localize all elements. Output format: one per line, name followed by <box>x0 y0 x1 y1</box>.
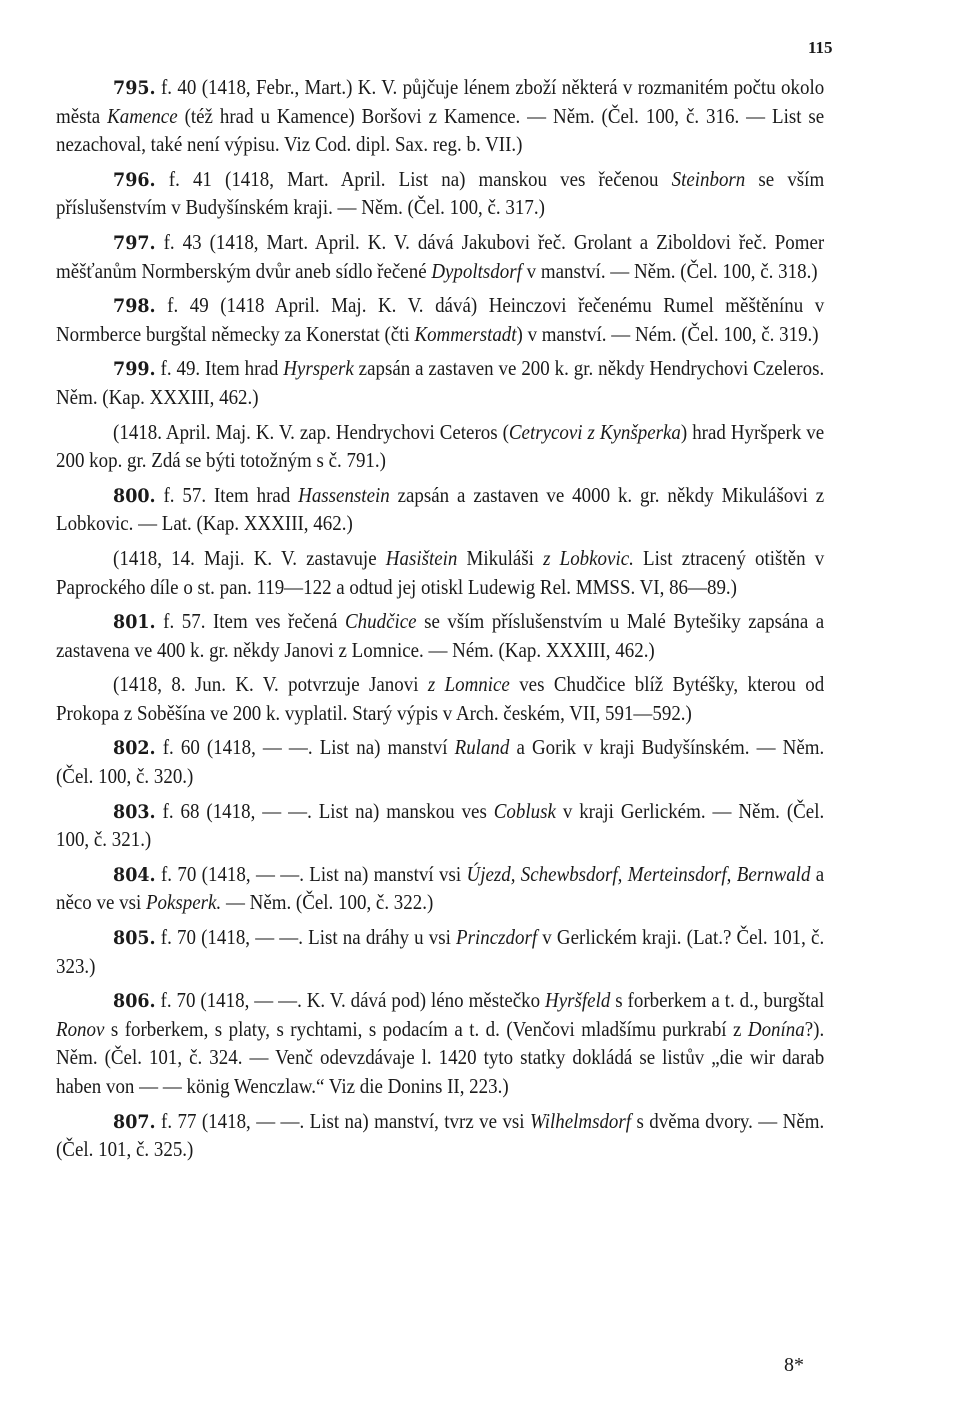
entry-800 <box>56 482 824 539</box>
entry-text: f. 68 (1418, — —. List na) manskou ves <box>155 800 494 823</box>
entry-text: a Gorik v kraji Budyšínském. — Něm. (Čel. 100, č. 320.) <box>56 737 825 789</box>
entry-text: (1418. April. Maj. K. V. zap. Hendrychovi Ceteros ( <box>113 421 509 444</box>
entry-text: f. 40 (1418, Febr., Mart.) K. V. půjčuje lénem zboží některá v rozmanitém počtu okolo města <box>56 77 825 128</box>
entry-number: 805. <box>113 927 156 950</box>
entry-number: 800. <box>113 484 156 507</box>
entry-number: 806. <box>113 990 156 1013</box>
entry-799 <box>56 355 824 412</box>
entry-text: f. 49. Item hrad <box>155 358 284 381</box>
italic-name: Ronov <box>56 1018 105 1041</box>
entry-number: 797. <box>113 231 156 254</box>
italic-name: Donína <box>747 1018 805 1041</box>
entry-804 <box>56 861 824 918</box>
italic-name: Steinborn <box>671 168 746 191</box>
entry-text: v manství. — Něm. (Čel. 100, č. 318.) <box>521 260 818 283</box>
entry-text: ?). Něm. (Čel. 101, č. 324. — Venč odevzdávaje l. 1420 tyto statky dokládá se listův „die wir darab haben von — — könig Wenczlaw.“ Viz die Donins II, 223.) <box>56 1018 825 1098</box>
entry-text: (1418, 8. Jun. K. V. potvrzuje Janovi <box>113 674 428 697</box>
entry-text: s forberkem, s platy, s rychtami, s podacím a t. d. (Venčovi mladšímu purkrabí z <box>104 1018 748 1041</box>
entry-807 <box>56 1108 824 1165</box>
entry-text: ) hrad Hyršperk ve 200 kop. gr. Zdá se býti totožným s č. 791.) <box>56 421 825 473</box>
entry-number: 807. <box>113 1110 156 1133</box>
entry-text: a něco ve vsi <box>56 863 825 915</box>
entry-text: v kraji Gerlickém. — Něm. (Čel. 100, č. 321.) <box>56 800 825 852</box>
italic-name: Hassenstein <box>298 484 390 507</box>
entry-801 <box>56 608 824 665</box>
entry-number: 796. <box>113 168 156 191</box>
italic-name: z Lomnice <box>427 674 510 697</box>
entry-text: ) v manství. — Ném. (Čel. 100, č. 319.) <box>516 323 819 346</box>
entry-text: s forberkem a t. d., burgštal <box>610 990 825 1013</box>
entry-number: 802. <box>113 737 156 760</box>
entry-text: f. 41 (1418, Mart. April. List na) manskou ves řečenou <box>155 168 672 191</box>
italic-name: Hyršfeld <box>545 990 611 1013</box>
entry-text: zapsán a zastaven ve 200 k. gr. někdy Hendrychovi Czeleros. Něm. (Kap. XXXIII, 462.) <box>56 358 825 409</box>
entry-796 <box>56 166 824 223</box>
entry-text: se vším příslušenstvím v Budyšínském kraji. — Něm. (Čel. 100, č. 317.) <box>56 168 825 220</box>
entry-text: Mikuláši <box>457 547 544 570</box>
entry-802 <box>56 734 824 791</box>
italic-name: Hasištein <box>385 547 458 570</box>
entry-number: 804. <box>113 863 156 886</box>
entry-text: f. 57. Item ves řečená <box>155 611 346 634</box>
entry-note <box>56 671 824 728</box>
entry-803 <box>56 798 824 855</box>
entry-text: f. 77 (1418, — —. List na) manství, tvrz ve vsi <box>155 1110 530 1133</box>
italic-name: Poksperk. <box>145 892 222 915</box>
entry-text: (1418, 14. Maji. K. V. zastavuje <box>113 547 386 570</box>
entry-text: f. 70 (1418, — —. List na) manství vsi <box>155 863 467 886</box>
entry-text: s dvěma dvory. — Něm. (Čel. 101, č. 325.) <box>56 1110 825 1162</box>
entry-text: f. 49 (1418 April. Maj. K. V. dává) Heinczovi řečenému Rumel měštěnínu v Normberce burgštal německy za Konerstat (čti <box>56 295 825 346</box>
entry-797 <box>56 229 824 286</box>
italic-name: Újezd, Schewbsdorf, Merteinsdorf, Bernwald <box>466 863 811 886</box>
italic-name: Princzdorf <box>456 927 538 950</box>
entry-number: 799. <box>113 358 156 381</box>
italic-name: z Lobkovic. <box>543 547 634 570</box>
italic-name: Cetrycovi z Kynšperka <box>508 421 681 444</box>
entry-text: se vším příslušenstvím u Malé Bytešiky zapsána a zastavena ve 400 k. gr. někdy Janovi z Lomnice. — Ném. (Kap. XXXIII, 462.) <box>56 611 825 662</box>
entry-text: — Něm. (Čel. 100, č. 322.) <box>221 892 434 915</box>
entry-number: 801. <box>113 611 156 634</box>
italic-name: Ruland <box>454 737 510 760</box>
entry-text: f. 43 (1418, Mart. April. K. V. dává Jakubovi řeč. Grolant a Ziboldovi řeč. Pomer měšťanům Normberským dvůr aneb sídlo řečené <box>56 231 825 283</box>
entry-806 <box>56 987 824 1101</box>
entry-text: ves Chudčice blíž Bytéšky, kterou od Prokopa z Soběšína ve 200 k. vyplatil. Starý výpis v Arch. českém, VII, 591—592.) <box>56 674 825 725</box>
italic-name: Coblusk <box>493 800 556 823</box>
italic-name: Kamence <box>107 105 178 128</box>
entry-text: f. 57. Item hrad <box>155 484 299 507</box>
entry-text: (též hrad u Kamence) Boršovi z Kamence. — Něm. (Čel. 100, č. 316. — List se nezachoval, také není výpisu. Viz Cod. dipl. Sax. reg. b. VII.) <box>56 105 825 157</box>
entry-805 <box>56 924 824 981</box>
entry-text: zapsán a zastaven ve 4000 k. gr. někdy Mikulášovi z Lobkovic. — Lat. (Kap. XXXIII, 462.) <box>56 484 825 536</box>
entry-note <box>56 419 824 476</box>
entry-number: 798. <box>113 295 156 318</box>
entry-number: 803. <box>113 800 156 823</box>
italic-name: Hyrsperk <box>283 358 354 381</box>
italic-name: Dypoltsdorf <box>431 260 522 283</box>
printer-signature: 8* <box>784 1354 804 1376</box>
document-body <box>56 74 824 1171</box>
italic-name: Kommerstadt <box>414 323 517 346</box>
entry-text: f. 70 (1418, — —. K. V. dává pod) léno městečko <box>155 990 546 1013</box>
entry-number: 795. <box>113 77 156 99</box>
italic-name: Chudčice <box>345 611 417 634</box>
page-number: 115 <box>808 38 833 57</box>
entry-note <box>56 545 824 602</box>
entry-795 <box>56 74 824 160</box>
entry-text: v Gerlickém kraji. (Lat.? Čel. 101, č. 323.) <box>56 927 825 978</box>
entry-text: List ztracený otištěn v Paprockého díle o st. pan. 119—122 a odtud jej otiskl Ludewig Rel. MMSS. VI, 86—89.) <box>56 547 825 599</box>
entry-798 <box>56 292 824 349</box>
entry-text: f. 70 (1418, — —. List na dráhy u vsi <box>155 927 457 950</box>
italic-name: Wilhelmsdorf <box>529 1110 632 1133</box>
entry-text: f. 60 (1418, — —. List na) manství <box>155 737 455 760</box>
